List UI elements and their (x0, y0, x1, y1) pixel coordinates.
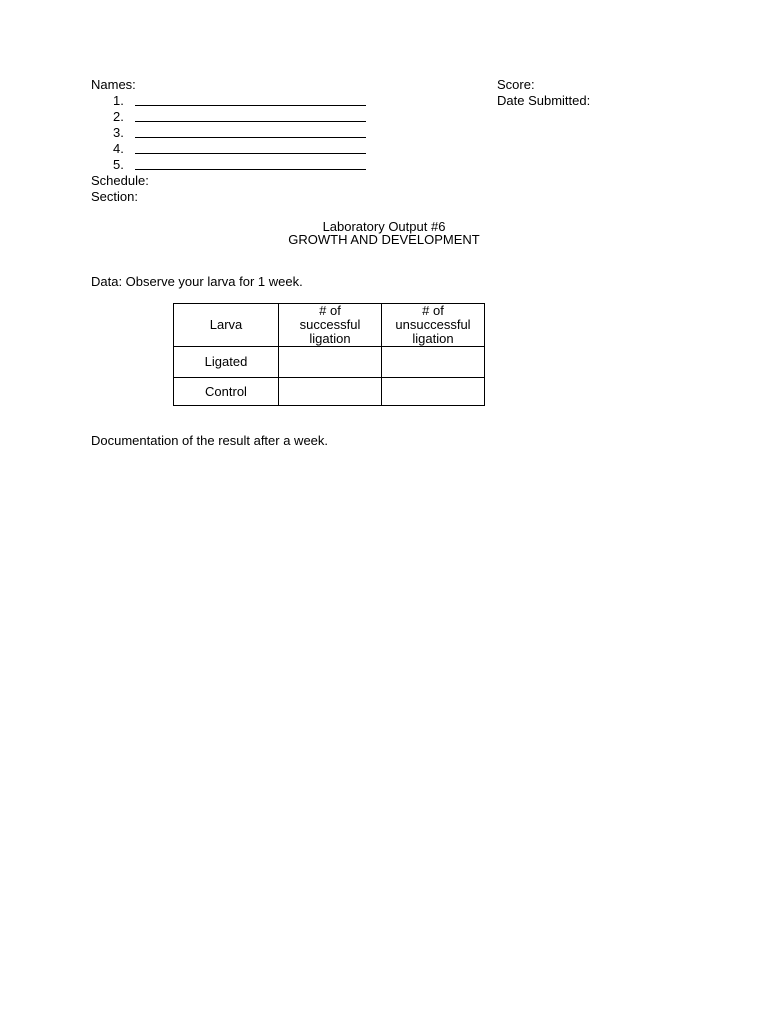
table-header-row (174, 304, 485, 347)
name-line-number: 5. (113, 157, 124, 172)
name-line-number: 1. (113, 93, 124, 108)
score-label: Score: (497, 77, 535, 92)
name-line-2 (113, 109, 135, 125)
name-blank (135, 137, 366, 138)
data-instruction: Data: Observe your larva for 1 week. (91, 274, 303, 289)
header-larva-text: Larva (209, 317, 243, 332)
schedule-label: Schedule: (91, 173, 149, 188)
header-unsuccessful-ligation (382, 304, 485, 347)
name-line-1 (113, 93, 135, 109)
name-blank (135, 153, 366, 154)
header-successful-ligation (279, 304, 382, 347)
row-label-cell (174, 347, 279, 378)
documentation-note: Documentation of the result after a week. (91, 433, 329, 448)
row-label-cell (174, 378, 279, 406)
successful-count-cell[interactable] (279, 347, 382, 378)
unsuccessful-count-cell[interactable] (382, 347, 485, 378)
header-text-line: successful (299, 317, 361, 332)
larva-data-table (173, 303, 485, 406)
name-line-number: 3. (113, 125, 124, 140)
row-label: Control (205, 383, 247, 399)
name-line-number: 2. (113, 109, 124, 124)
unsuccessful-count-cell[interactable] (382, 378, 485, 406)
date-submitted-label: Date Submitted: (497, 93, 591, 108)
lab-output-title: Laboratory Output #6 (322, 219, 446, 234)
table-row (174, 378, 485, 406)
header-text-line: unsuccessful (395, 317, 471, 332)
header-text-line: ligation (309, 331, 351, 346)
name-line-5 (113, 157, 135, 173)
name-line-4 (113, 141, 135, 157)
section-label: Section: (91, 189, 138, 204)
lab-output-subtitle: GROWTH AND DEVELOPMENT (288, 232, 480, 247)
name-blank (135, 169, 366, 170)
names-label: Names: (91, 77, 136, 92)
table-row (174, 347, 485, 378)
row-label: Ligated (204, 354, 248, 369)
header-larva (174, 304, 279, 347)
header-text-line: # of (422, 303, 444, 318)
name-line-3 (113, 125, 135, 141)
name-blank (135, 121, 366, 122)
header-text-line: # of (319, 303, 341, 318)
name-line-number: 4. (113, 141, 124, 156)
name-blank (135, 105, 366, 106)
header-text-line: ligation (412, 331, 454, 346)
successful-count-cell[interactable] (279, 378, 382, 406)
